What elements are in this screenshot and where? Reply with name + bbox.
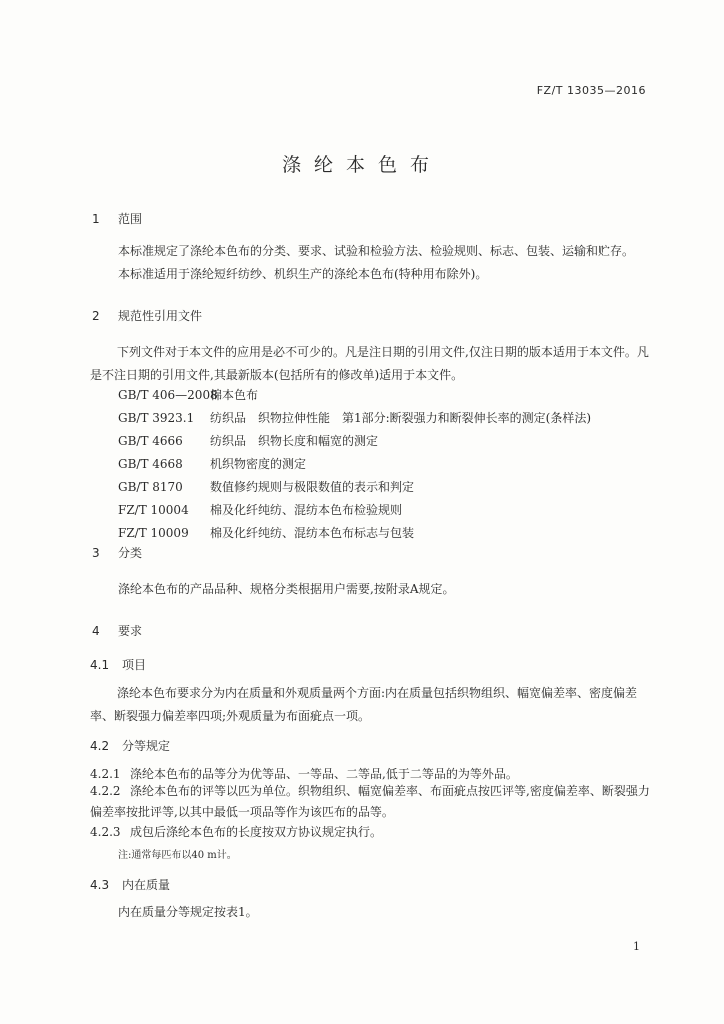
reference-item: FZ/T 10009 棉及化纤纯纺、混纺本色布标志与包装 [118,526,415,540]
page-number: 1 [633,940,640,953]
clause-4-2-1: 4.2.1 涤纶本色布的品等分为优等品、一等品、二等品,低于二等品的为等外品。 [90,767,518,781]
section-4-1-heading: 4.1 项目 [90,658,147,672]
section-4-3-paragraph: 内在质量分等规定按表1。 [118,905,258,919]
section-3-heading: 3 分类 [92,546,143,560]
section-4-heading: 4 要求 [92,624,143,638]
section-2-intro: 下列文件对于本文件的应用是必不可少的。凡是注日期的引用文件,仅注日期的版本适用于本文件。凡是不注日期的引用文件,其最新版本(包括所有的修改单)适用于本文件。 [90,345,649,382]
document-title: 涤纶本色布 [281,154,442,176]
section-4-1-paragraph: 涤纶本色布要求分为内在质量和外观质量两个方面:内在质量包括织物组织、幅宽偏差率、密度偏差率、断裂强力偏差率四项;外观质量为布面疵点一项。 [90,686,638,723]
reference-item: GB/T 8170 数值修约规则与极限数值的表示和判定 [118,480,415,494]
clause-4-2-2: 4.2.2 涤纶本色布的评等以匹为单位。织物组织、幅宽偏差率、布面疵点按匹评等,密度偏差率、断裂强力偏差率按批评等,以其中最低一项品等作为该匹布的品等。 [90,784,650,819]
reference-item: FZ/T 10004 棉及化纤纯纺、混纺本色布检验规则 [118,503,403,517]
section-3-paragraph-1: 涤纶本色布的产品品种、规格分类根据用户需要,按附录A规定。 [118,582,455,596]
section-1-paragraph-1: 本标准规定了涤纶本色布的分类、要求、试验和检验方法、检验规则、标志、包装、运输和贮存。 [118,244,635,258]
reference-item: GB/T 4668 机织物密度的测定 [118,457,307,471]
clause-4-2-3: 4.2.3 成包后涤纶本色布的长度按双方协议规定执行。 [90,825,383,839]
standard-number: FZ/T 13035—2016 [536,84,646,97]
section-4-2-heading: 4.2 分等规定 [90,739,171,753]
section-1-heading: 1 范围 [92,212,143,226]
reference-item: GB/T 4666 纺织品 织物长度和幅宽的测定 [118,434,379,448]
section-1-paragraph-2: 本标准适用于涤纶短纤纺纱、机织生产的涤纶本色布(特种用布除外)。 [118,267,488,281]
reference-item: GB/T 3923.1 纺织品 织物拉伸性能 第1部分:断裂强力和断裂伸长率的测定(条样法) [118,411,592,425]
section-4-3-heading: 4.3 内在质量 [90,878,171,892]
reference-item: GB/T 406—2008棉本色布 [118,388,259,402]
note: 注:通常每匹布以40 m计。 [118,850,237,861]
section-2-heading: 2 规范性引用文件 [92,309,203,323]
